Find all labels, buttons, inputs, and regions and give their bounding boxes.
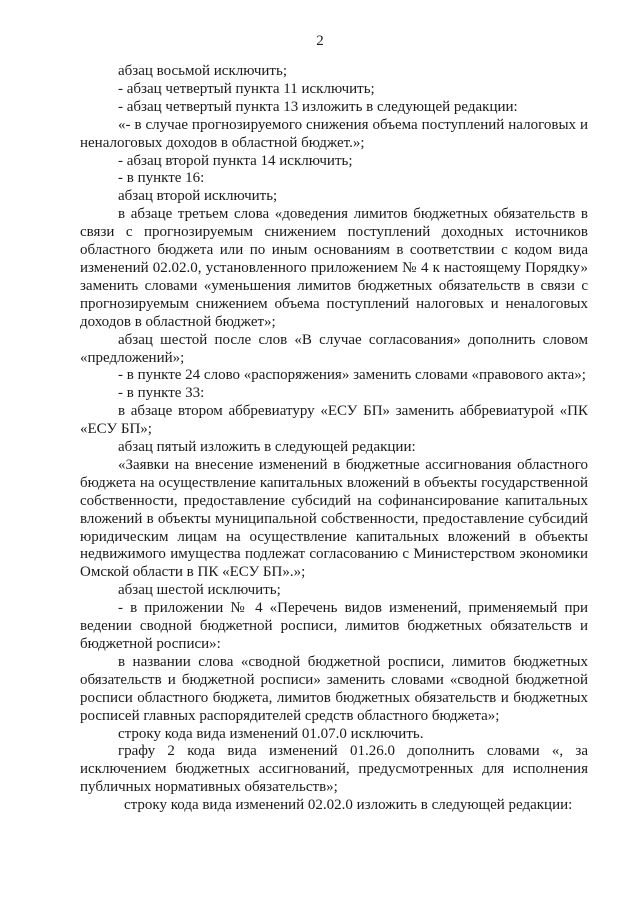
paragraph: абзац второй исключить; [118, 188, 278, 205]
paragraph: абзац пятый изложить в следующей редакции: [118, 439, 416, 456]
paragraph: абзац шестой после слов «В случае согласования» дополнить словом «предложений»; [80, 331, 588, 366]
paragraph: - абзац четвертый пункта 13 изложить в следующей редакции: [118, 98, 518, 115]
paragraph: - в пункте 33: [118, 385, 205, 402]
paragraph: - в пункте 16: [118, 170, 205, 187]
paragraph: «Заявки на внесение изменений в бюджетные ассигнования областного бюджета на осуществление капитальных вложений в объекты государственной собственности, предоставление субсидий на софинансирование капитальных вложений в объекты муниципальной собственности, предоставление субсидий юридическим лицам на осуществление капитальных вложений в объекты недвижимого имущества подлежат согласованию с Министерством экономики Омской области в ПК «ЕСУ БП».»; [80, 456, 588, 581]
paragraph: - абзац четвертый пункта 11 исключить; [118, 80, 375, 97]
document-body [80, 63, 588, 815]
paragraph: в названии слова «сводной бюджетной росписи, лимитов бюджетных обязательств и бюджетной росписи» заменить словами «сводной бюджетной росписи областного бюджета, лимитов бюджетных обязательств и бюджетных росписей главных распорядителей средств областного бюджета»; [80, 653, 588, 724]
paragraph: графу 2 кода вида изменений 01.26.0 дополнить словами «, за исключением бюджетных ассигнований, предусмотренных для исполнения публичных нормативных обязательств»; [80, 743, 588, 796]
paragraph: - в пункте 24 слово «распоряжения» заменить словами «правового акта»; [118, 367, 586, 384]
paragraph: строку кода вида изменений 01.07.0 исключить. [118, 725, 424, 742]
paragraph: - абзац второй пункта 14 исключить; [118, 152, 353, 169]
paragraph: абзац шестой исключить; [118, 582, 281, 599]
paragraph: строку кода вида изменений 02.02.0 изложить в следующей редакции: [124, 797, 573, 814]
paragraph: абзац восьмой исключить; [118, 63, 287, 79]
paragraph: «- в случае прогнозируемого снижения объема поступлений налоговых и неналоговых доходов в областной бюджет.»; [80, 116, 588, 151]
page-number: 2 [316, 33, 324, 49]
paragraph: в абзаце третьем слова «доведения лимитов бюджетных обязательств в связи с прогнозируемым снижением поступлений доходных источников областного бюджета или по иным основаниям в соответствии с кодом вида изменений 02.02.0, установленного приложением № 4 к настоящему Порядку» заменить словами «уменьшения лимитов бюджетных обязательств в связи с прогнозируемым снижением объема поступлений налоговых и неналоговых доходов в областной бюджет»; [80, 206, 588, 330]
paragraph: в абзаце втором аббревиатуру «ЕСУ БП» заменить аббревиатурой «ПК «ЕСУ БП»; [80, 403, 588, 438]
paragraph: - в приложении № 4 «Перечень видов изменений, применяемый при ведении сводной бюджетной росписи, лимитов бюджетных обязательств и бюджетной росписи»: [80, 600, 588, 652]
